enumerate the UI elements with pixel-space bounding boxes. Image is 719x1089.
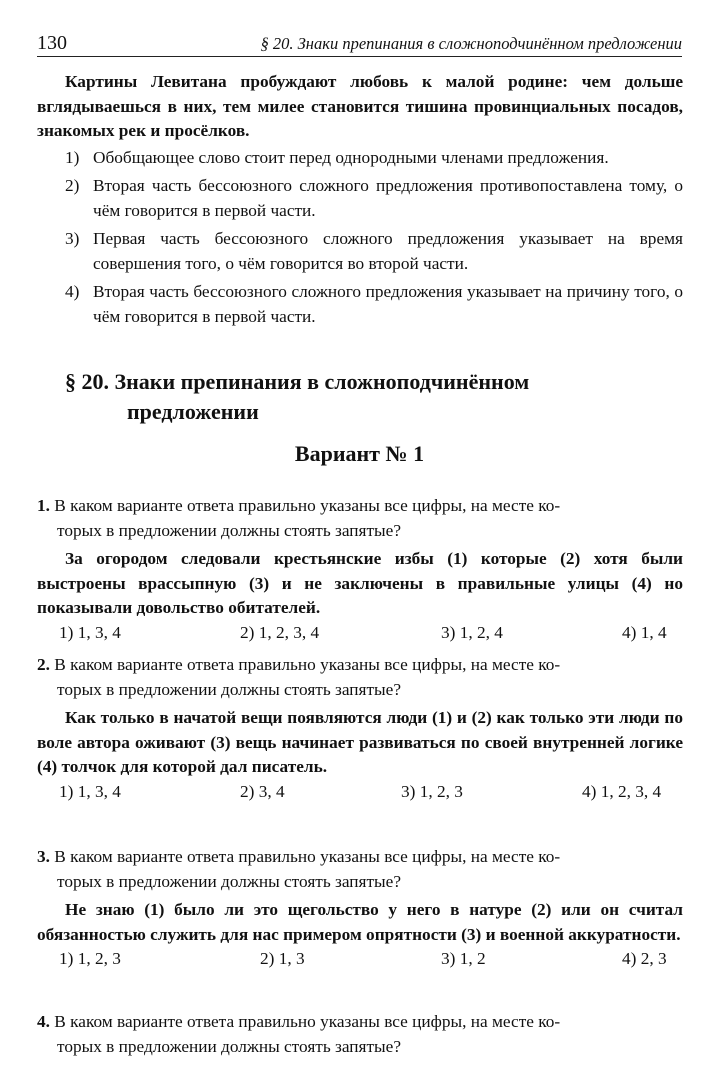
answer-option: 3) 1, 2, 4 [441, 622, 503, 642]
question-prompt-line2: торых в предложении должны стоять запятые? [57, 1036, 401, 1056]
option-text: Вторая часть бессоюзного сложного предложения противопоставлена тому, о чём говорится в первой части. [93, 176, 683, 220]
answer-option: 2) 1, 3 [260, 949, 305, 968]
answer-option: 3) 1, 2, 3 [401, 781, 463, 801]
options-list [37, 146, 683, 330]
answer-option: 4) 1, 2, 3, 4 [582, 781, 662, 801]
question-sentence: За огородом следовали крестьянские избы (1) которые (2) хотя были выстроены врассыпную (3) и не заключены в правильные улицы (4) но показывали довольство обитателей. [37, 549, 683, 617]
question-prompt-line1: В каком варианте ответа правильно указаны все цифры, на месте ко- [54, 1012, 561, 1031]
section-heading-line1: § 20. Знаки препинания в сложноподчинённом [65, 369, 530, 394]
question-number: 4. [37, 1012, 50, 1031]
question-number: 3. [37, 847, 50, 866]
question-sentence: Не знаю (1) было ли это щегольство у него в натуре (2) или он считал обязанностью служить для нас примером опрятности (3) и военной аккуратности. [37, 900, 683, 944]
option-number: 1) [65, 147, 80, 167]
question-prompt-line2: торых в предложении должны стоять запятые? [57, 679, 401, 699]
section-heading [65, 367, 655, 427]
option-number: 3) [65, 229, 80, 248]
option-item [37, 146, 683, 171]
question-number: 2. [37, 655, 50, 674]
option-number: 4) [65, 282, 80, 301]
question-prompt [37, 1010, 683, 1059]
answer-option: 4) 1, 4 [622, 622, 667, 642]
question-prompt-line1: В каком варианте ответа правильно указаны все цифры, на месте ко- [54, 496, 561, 515]
answer-option: 1) 1, 3, 4 [59, 622, 121, 642]
option-item [37, 227, 683, 276]
question-prompt [37, 845, 683, 894]
answer-option: 2) 3, 4 [240, 781, 285, 801]
question-prompt [37, 653, 683, 702]
answer-options [37, 949, 683, 975]
answer-option: 2) 1, 2, 3, 4 [240, 622, 320, 642]
question-2 [37, 653, 683, 808]
variant-title: Вариант № 1 [294, 441, 425, 466]
question-1 [37, 494, 683, 649]
section-heading-line2: предложении [127, 399, 259, 424]
question-4 [37, 1010, 683, 1059]
running-title: § 20. Знаки препинания в сложноподчинённом предложении [260, 34, 682, 53]
answer-options [37, 623, 683, 649]
answer-option: 4) 2, 3 [622, 949, 667, 968]
task-sentence: Картины Левитана пробуждают любовь к малой родине: чем дольше вглядываешься в них, тем милее становится тишина провинциальных посадов, знакомых рек и просёлков. [37, 72, 683, 140]
previous-task [37, 70, 683, 333]
answer-option: 1) 1, 3, 4 [59, 781, 121, 801]
answer-options [37, 782, 683, 808]
question-3 [37, 845, 683, 975]
option-item [37, 174, 683, 223]
option-text: Первая часть бессоюзного сложного предложения указывает на время совершения того, о чём говорится во второй части. [93, 229, 683, 273]
option-number: 2) [65, 176, 80, 195]
question-prompt [37, 494, 683, 543]
option-text: Вторая часть бессоюзного сложного предложения указывает на причину того, о чём говорится в первой части. [93, 282, 683, 326]
answer-option: 1) 1, 2, 3 [59, 949, 121, 968]
question-number: 1. [37, 496, 50, 515]
option-text: Обобщающее слово стоит перед однородными членами предложения. [93, 147, 609, 167]
answer-option: 3) 1, 2 [441, 949, 486, 968]
question-sentence: Как только в начатой вещи появляются люди (1) и (2) как только эти люди по воле автора оживают (3) вещь начинает развиваться по своей внутренней логике (4) толчок для которой дал писатель. [37, 708, 683, 776]
running-header [37, 30, 682, 57]
question-prompt-line1: В каком варианте ответа правильно указаны все цифры, на месте ко- [54, 655, 561, 674]
question-prompt-line2: торых в предложении должны стоять запятые? [57, 520, 401, 540]
question-prompt-line2: торых в предложении должны стоять запятые? [57, 871, 401, 891]
question-prompt-line1: В каком варианте ответа правильно указаны все цифры, на месте ко- [54, 847, 561, 866]
option-item [37, 280, 683, 329]
page-number: 130 [37, 32, 67, 54]
